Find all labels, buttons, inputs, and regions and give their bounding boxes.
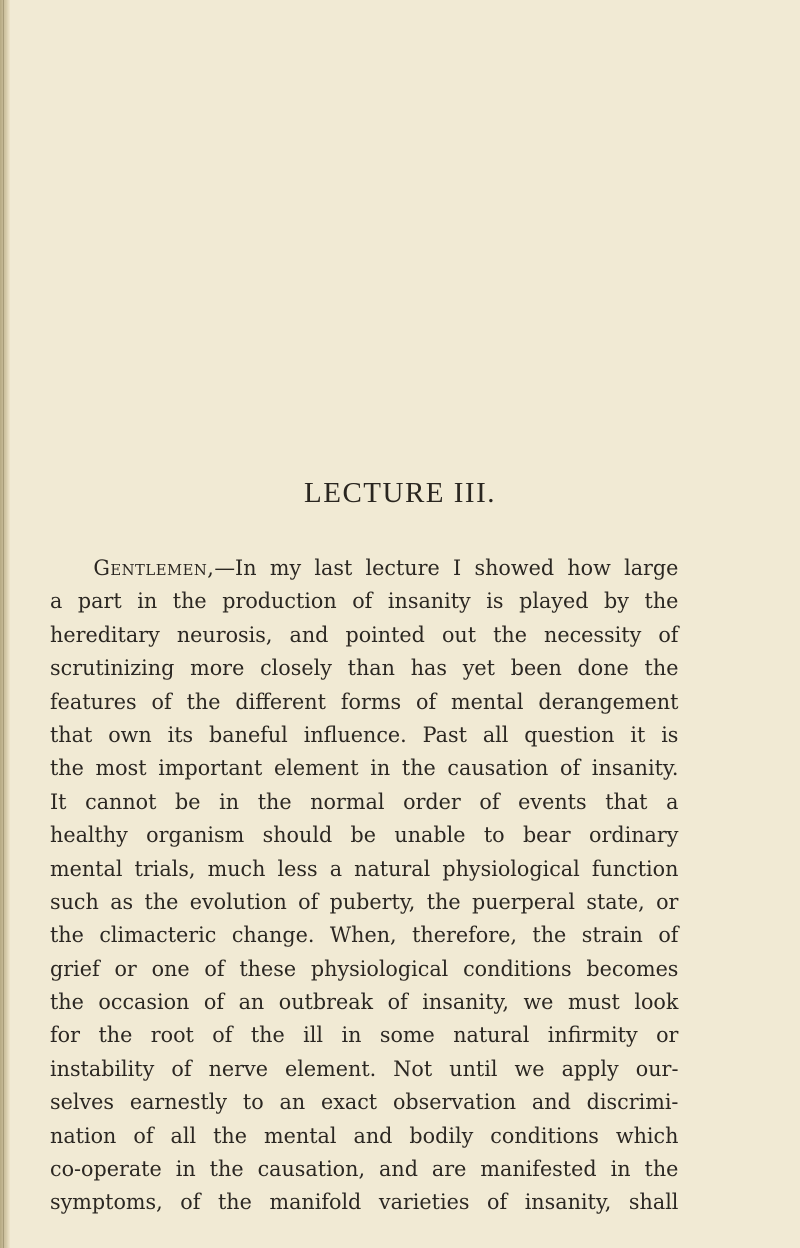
text-line-8: It cannot be in the normal order of events that a xyxy=(50,789,679,814)
text-line-17: selves earnestly to an exact observation and discrimi- xyxy=(50,1090,679,1115)
lecture-body xyxy=(50,552,688,1220)
opening-word: Gentlemen, xyxy=(93,556,215,580)
text-line-4: scrutinizing more closely than has yet been done the xyxy=(50,656,679,681)
text-line-1-rest: —In my last lecture I showed how large xyxy=(214,556,679,580)
lecture-title: LECTURE III. xyxy=(304,477,496,509)
text-line-7: the most important element in the causation of insanity. xyxy=(50,756,679,781)
text-line-5: features of the different forms of mental derangement xyxy=(50,689,679,714)
text-line-20: symptoms, of the manifold varieties of insanity, shall xyxy=(50,1190,679,1215)
text-line-19: co-operate in the causation, and are manifested in the xyxy=(50,1157,679,1182)
text-line-1 xyxy=(50,552,678,585)
text-line-3: hereditary neurosis, and pointed out the necessity of xyxy=(50,622,679,647)
text-line-6: that own its baneful influence. Past all question it is xyxy=(50,722,679,747)
text-line-10: mental trials, much less a natural physiological function xyxy=(50,856,679,881)
text-line-15: for the root of the ill in some natural infirmity or xyxy=(50,1023,679,1048)
text-line-14: the occasion of an outbreak of insanity, we must look xyxy=(50,990,679,1015)
text-line-9: healthy organism should be unable to bear ordinary xyxy=(50,823,679,848)
text-line-13: grief or one of these physiological conditions becomes xyxy=(50,956,679,981)
text-line-12: the climacteric change. When, therefore, the strain of xyxy=(50,923,679,948)
text-line-11: such as the evolution of puberty, the puerperal state, or xyxy=(50,889,679,914)
text-line-16: instability of nerve element. Not until we apply our- xyxy=(50,1056,679,1081)
text-line-18: nation of all the mental and bodily conditions which xyxy=(50,1123,679,1148)
text-line-2: a part in the production of insanity is played by the xyxy=(50,589,679,614)
